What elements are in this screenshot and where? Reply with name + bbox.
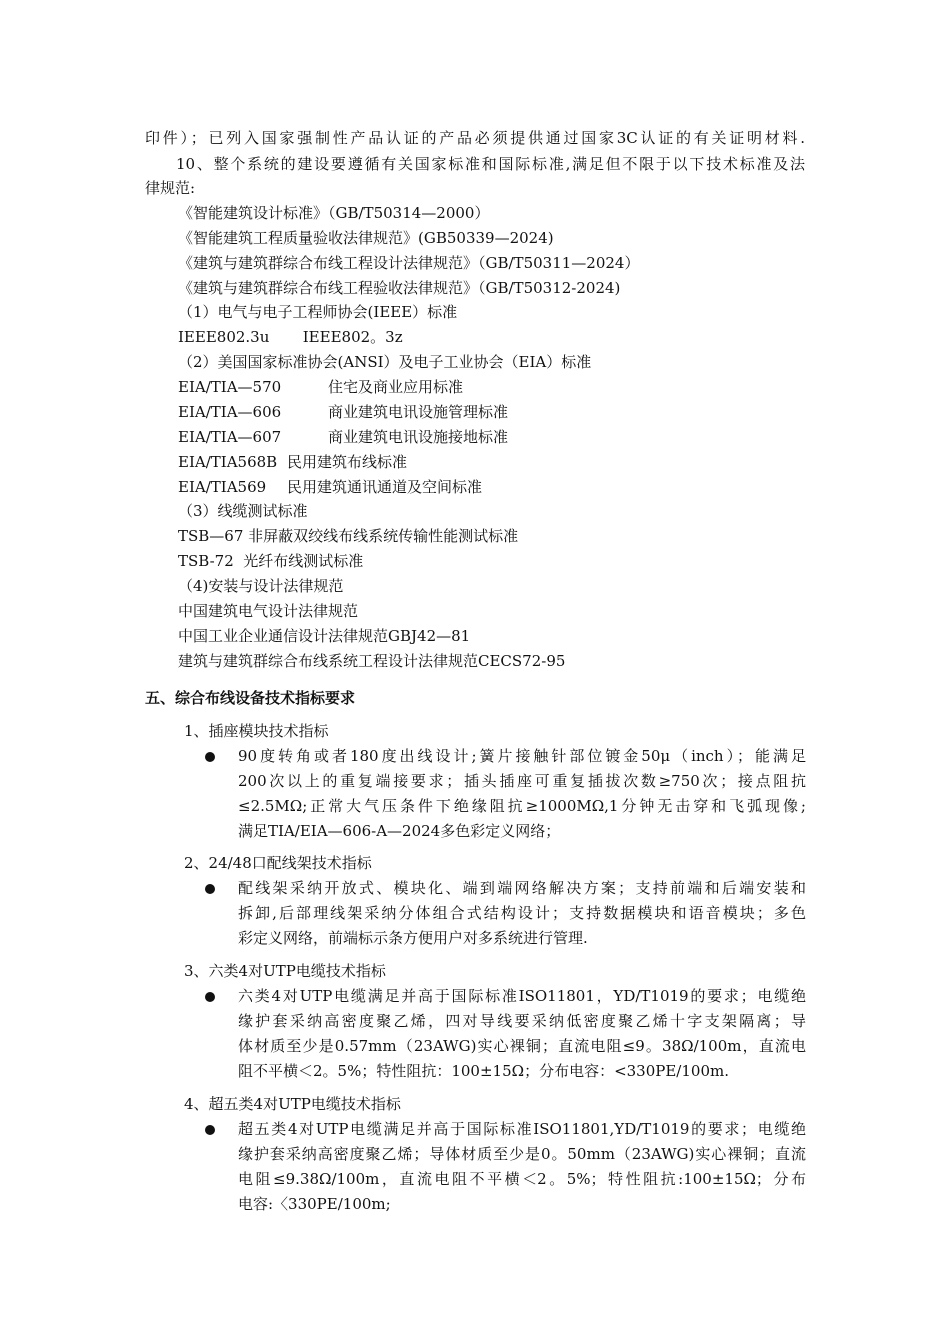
intro-line-1: 印件）；已列入国家强制性产品认证的产品必须提供通过国家3C认证的有关证明材料.: [145, 129, 805, 147]
bullet-line: 电阻≤9.38Ω/100m，直流电阻不平横＜2。5%；特性阻抗:100±15Ω；分布: [238, 1170, 806, 1188]
ansi-code: EIA/TIA—606: [178, 403, 282, 421]
install-heading: （4)安装与设计法律规范: [178, 577, 344, 595]
bullet-line: 超五类4对UTP电缆满足并高于国际标准ISO11801,YD/T1019的要求；电缆绝: [238, 1120, 806, 1138]
bullet-line: 配线架采纳开放式、模块化、端到端网络解决方案；支持前端和后端安装和: [238, 879, 806, 897]
intro-line-3: 律规范:: [145, 179, 196, 197]
bullet-line: 缘护套采纳高密度聚乙烯，四对导线要采纳低密度聚乙烯十字支架隔离；导: [238, 1012, 806, 1030]
cable-test-heading: （3）线缆测试标准: [178, 502, 308, 520]
standard-item: 《智能建筑工程质量验收法律规范》(GB50339—2024): [178, 229, 554, 247]
bullet-line: 电容:〈330PE/100m;: [238, 1195, 391, 1213]
bullet-line: 六类4对UTP电缆满足并高于国际标准ISO11801，YD/T1019的要求；电缆绝: [238, 987, 806, 1005]
bullet-line: 拆卸,后部理线架采纳分体组合式结构设计；支持数据模块和语音模块；多色: [238, 904, 806, 922]
subsection-heading: 4、超五类4对UTP电缆技术指标: [184, 1095, 401, 1113]
ansi-code: EIA/TIA—607: [178, 428, 282, 446]
subsection-heading: 3、六类4对UTP电缆技术指标: [184, 962, 386, 980]
bullet-line: 缘护套采纳高密度聚乙烯；导体材质至少是0。50mm（23AWG)实心裸铜；直流: [238, 1145, 806, 1163]
ansi-desc: 民用建筑布线标准: [287, 453, 408, 471]
standard-item: 《建筑与建筑群综合布线工程设计法律规范》（GB/T50311—2024）: [178, 254, 640, 272]
section-title: 五、综合布线设备技术指标要求: [145, 689, 356, 707]
subsection-heading: 2、24/48口配线架技术指标: [184, 854, 372, 872]
ansi-heading: （2）美国国家标准协会(ANSI）及电子工业协会（EIA）标准: [178, 353, 592, 371]
standard-item: 《建筑与建筑群综合布线工程验收法律规范》（GB/T50312-2024): [178, 279, 621, 297]
bullet-line: 200次以上的重复端接要求；插头插座可重复插拔次数≥750次；接点阻抗: [238, 772, 806, 790]
ansi-desc: 住宅及商业应用标准: [328, 378, 464, 396]
ansi-desc: 民用建筑通讯通道及空间标准: [287, 478, 483, 496]
bullet-line: ≤2.5MΩ;正常大气压条件下绝缘阻抗≥1000MΩ,1分钟无击穿和飞弧现像;: [238, 797, 806, 815]
ieee-heading: （1）电气与电子工程师协会(IEEE）标准: [178, 303, 458, 321]
ansi-desc: 商业建筑电讯设施接地标准: [328, 428, 509, 446]
cable-test-item: TSB-72 光纤布线测试标准: [178, 552, 364, 570]
subsection-heading: 1、插座模块技术指标: [184, 722, 329, 740]
ansi-code: EIA/TIA—570: [178, 378, 282, 396]
install-item: 中国工业企业通信设计法律规范GBJ42—81: [178, 627, 471, 645]
bullet-line: 90度转角或者180度出线设计;簧片接触针部位镀金50μ（inch）；能满足: [238, 747, 806, 765]
bullet-line: 阻不平横＜2。5%；特性阻抗：100±15Ω；分布电容：<330PE/100m.: [238, 1062, 729, 1080]
cable-test-item: TSB—67 非屏蔽双绞线布线系统传输性能测试标准: [178, 527, 519, 545]
install-item: 建筑与建筑群综合布线系统工程设计法律规范CECS72-95: [178, 652, 566, 670]
install-item: 中国建筑电气设计法律规范: [178, 602, 359, 620]
bullet-line: 彩定义网络，前端标示条方便用户对多系统进行管理.: [238, 929, 588, 947]
bullet-line: 体材质至少是0.57mm（23AWG)实心裸铜；直流电阻≤9。38Ω/100m，直流电: [238, 1037, 806, 1055]
ansi-code: EIA/TIA568B: [178, 453, 278, 471]
bullet-icon: [205, 752, 215, 762]
bullet-icon: [205, 1125, 215, 1135]
intro-line-2: 10、整个系统的建设要遵循有关国家标准和国际标准,满足但不限于以下技术标准及法: [176, 155, 805, 173]
bullet-line: 满足TIA/EIA—606-A—2024多色彩定义网络；: [238, 822, 561, 840]
bullet-icon: [205, 992, 215, 1002]
standard-item: 《智能建筑设计标准》（GB/T50314—2000）: [178, 204, 490, 222]
ansi-code: EIA/TIA569: [178, 478, 267, 496]
ieee-items: IEEE802.3u IEEE802。3z: [178, 328, 403, 346]
ansi-desc: 商业建筑电讯设施管理标准: [328, 403, 509, 421]
bullet-icon: [205, 884, 215, 894]
